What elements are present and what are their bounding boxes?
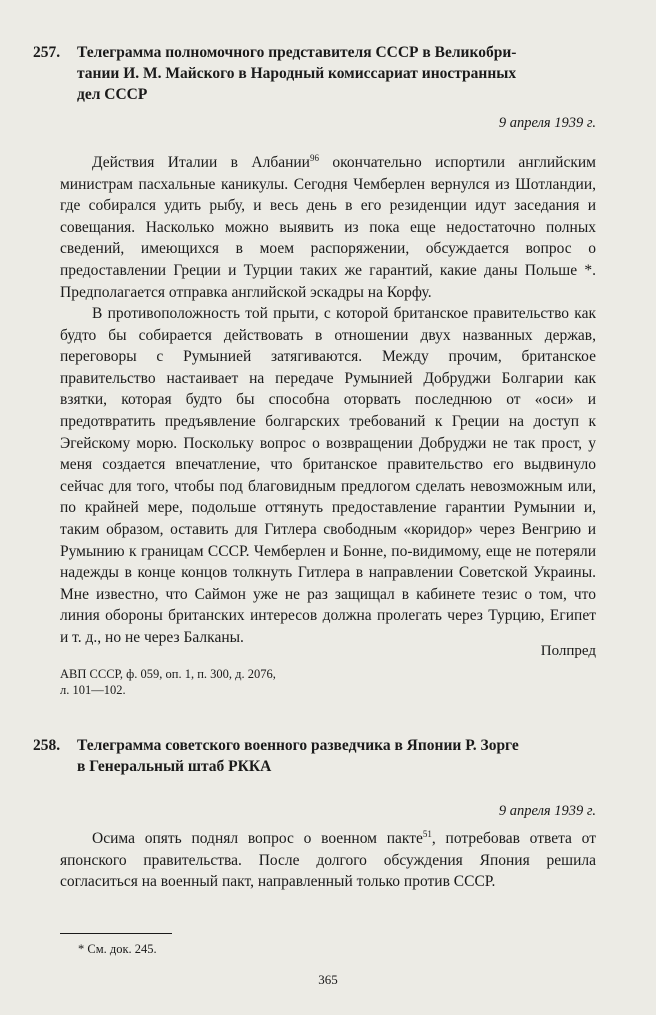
- archive-source-line1: АВП СССР, ф. 059, оп. 1, п. 300, д. 2076,: [60, 667, 276, 681]
- doc-258-date: 9 апреля 1939 г.: [498, 803, 596, 819]
- doc-257-paragraph-1: [60, 152, 596, 303]
- doc-257-title-line2: тании И. М. Майского в Народный комиссариат иностранных: [77, 65, 517, 82]
- doc-257-date: 9 апреля 1939 г.: [498, 115, 596, 131]
- doc-258-p1-start: Осима опять поднял вопрос о военном пакте: [92, 830, 423, 847]
- archive-source-line2: л. 101—102.: [60, 683, 126, 697]
- doc-258-title-line1: Телеграмма советского военного разведчика в Японии Р. Зорге: [77, 737, 519, 754]
- archive-source: [60, 666, 360, 698]
- footnote-ref-96: 96: [309, 153, 319, 163]
- doc-257-p1-rest: окончательно испортили английским министрам пасхальные каникулы. Сегодня Чемберлен вернулся из Шотландии, где собирался удить рыбу, и весь день в его резиденции идут заседания и совещания. Насколько можно выявить из пока еще недостаточно полных сведений, имеющихся в моем распоряжении, обсуждается вопрос о предоставлении Греции и Турции таких же гарантий, какие даны Польше *. Предполагается отправка английской эскадры на Корфу.: [60, 154, 596, 301]
- doc-257-heading: [33, 42, 598, 105]
- doc-257-title-line3: дел СССР: [77, 86, 148, 103]
- doc-257-paragraph-2: В противоположность той прыти, с которой британское правительство как будто бы собирается действовать в отношении двух названных держав, переговоры с Румынией затягиваются. Между прочим, британское правительство настаивает на передаче Румынией Добруджи Болгарии как взятки, которая будто бы способна оторвать последнюю от «оси» и предотвратить предъявление болгарских требований к Греции на доступ к Эгейскому морю. Поскольку вопрос о возвращении Добруджи не так прост, у меня создается впечатление, что британское правительство его выдвинуло сейчас для того, чтобы под благовидным предлогом сделать невозможным или, по крайней мере, подольше оттянуть предоставление гарантии Румынии и, таким образом, оставить для Гитлера свободным «коридор» через Венгрию и Румынию к границам СССР. Чемберлен и Бонне, по-видимому, еще не потеряли надежды в конце концов толкнуть Гитлера в направлении Советской Украины. Мне известно, что Саймон уже не раз защищал в кабинете тезис о том, что линия обороны британских интересов должна пролегать через Турцию, Египет и т. д., но не через Балканы.: [60, 305, 596, 646]
- doc-257-title-line1: Телеграмма полномочного представителя СССР в Великобри-: [77, 44, 517, 61]
- footnote-ref-51: 51: [422, 829, 432, 839]
- signature-polpred: Полпред: [540, 643, 596, 659]
- doc-257-p1-start: Действия Италии в Албании: [92, 154, 310, 171]
- doc-258-p1-rest: , потребовав ответа от японского правительства. После долгого обсуждения Япония решила согласиться на военный пакт, направленный только против СССР.: [60, 830, 596, 891]
- doc-258-title-line2: в Генеральный штаб РККА: [77, 758, 272, 775]
- footnote-divider: [60, 933, 172, 934]
- doc-258-paragraph-1: [60, 828, 596, 893]
- doc-258-heading: [33, 735, 598, 777]
- doc-257-number: 257.: [33, 44, 61, 61]
- doc-258-number: 258.: [33, 737, 61, 754]
- page-number: 365: [318, 972, 338, 987]
- footnote-text: * См. док. 245.: [78, 942, 157, 956]
